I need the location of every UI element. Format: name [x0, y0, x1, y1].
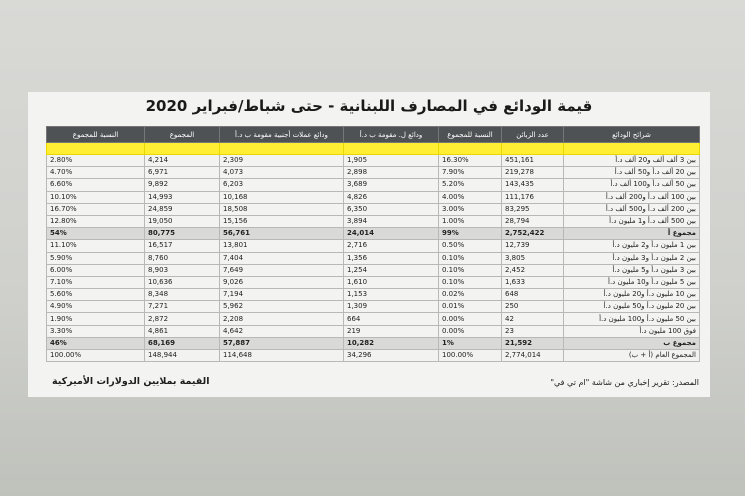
table-cell: 2,752,422: [502, 228, 564, 240]
table-header: [47, 127, 700, 143]
table-cell: 8,760: [145, 252, 220, 264]
table-cell: 1,905: [344, 155, 439, 167]
table-cell: 1,309: [344, 301, 439, 313]
unit-note: القيمة بملايين الدولارات الأميركية: [52, 376, 210, 387]
table-cell: 5.90%: [47, 252, 145, 264]
table-cell: 219,278: [502, 167, 564, 179]
table-cell: 9,892: [145, 179, 220, 191]
table-cell: 143,435: [502, 179, 564, 191]
table-row: [47, 155, 700, 167]
table-cell: [502, 143, 564, 155]
table-cell: 2,898: [344, 167, 439, 179]
table-cell: 4,826: [344, 191, 439, 203]
table-row: [47, 289, 700, 301]
table-cell: [344, 143, 439, 155]
row-label: بين 20 مليون د.أ و50 مليون د.أ: [564, 301, 700, 313]
table-row: [47, 179, 700, 191]
table-cell: 0.02%: [439, 289, 502, 301]
header-cell: النسبة للمجموع: [439, 127, 502, 143]
table-cell: 1%: [439, 337, 502, 349]
page-title: قيمة الودائع في المصارف اللبنانية - حتى شباط/فبراير 2020: [145, 97, 593, 115]
table-cell: 7,404: [220, 252, 344, 264]
table-cell: 3,805: [502, 252, 564, 264]
table-cell: 46%: [47, 337, 145, 349]
table-cell: 7,649: [220, 264, 344, 276]
row-label: مجموع ب: [564, 337, 700, 349]
table-cell: 24,014: [344, 228, 439, 240]
row-label: بين 3 ألف ألف و20 ألف د.أ: [564, 155, 700, 167]
table-row: [47, 325, 700, 337]
table-cell: 9,026: [220, 276, 344, 288]
table-cell: 8,348: [145, 289, 220, 301]
table-cell: 4,642: [220, 325, 344, 337]
table-cell: 6,203: [220, 179, 344, 191]
table-cell: 6,350: [344, 203, 439, 215]
row-label: بين 2 مليون د.أ و3 مليون د.أ: [564, 252, 700, 264]
table-row: [47, 191, 700, 203]
table-cell: 100.00%: [439, 350, 502, 362]
table-cell: 0.00%: [439, 313, 502, 325]
table-cell: [145, 143, 220, 155]
table-cell: 148,944: [145, 350, 220, 362]
row-label: بين 10 مليون د.أ و20 مليون د.أ: [564, 289, 700, 301]
table-cell: 1,356: [344, 252, 439, 264]
table-cell: 2,716: [344, 240, 439, 252]
table-cell: 21,592: [502, 337, 564, 349]
table-cell: 2,208: [220, 313, 344, 325]
table-cell: 2,309: [220, 155, 344, 167]
table-cell: 10,636: [145, 276, 220, 288]
highlight-bar: [47, 143, 700, 155]
table-cell: 451,161: [502, 155, 564, 167]
table-cell: 0.10%: [439, 264, 502, 276]
header-cell: ودائع عملات أجنبية مقومة ب د.أ: [220, 127, 344, 143]
table-row: [47, 276, 700, 288]
row-label: بين 50 ألف د.أ و100 ألف د.أ: [564, 179, 700, 191]
table-cell: 15,156: [220, 215, 344, 227]
table-cell: 8,903: [145, 264, 220, 276]
table-cell: 3.30%: [47, 325, 145, 337]
table-cell: 1,153: [344, 289, 439, 301]
table-cell: 648: [502, 289, 564, 301]
table-cell: 3,689: [344, 179, 439, 191]
header-cell: شرائح الودائع: [564, 127, 700, 143]
table-cell: 14,993: [145, 191, 220, 203]
table-cell: 2,452: [502, 264, 564, 276]
table-cell: 4.90%: [47, 301, 145, 313]
table-row: [47, 252, 700, 264]
table-cell: 0.00%: [439, 325, 502, 337]
header-cell: النسبة للمجموع: [47, 127, 145, 143]
row-label: المجموع العام (أ + ب): [564, 350, 700, 362]
table-cell: 99%: [439, 228, 502, 240]
table-cell: 100.00%: [47, 350, 145, 362]
row-label: بين 100 ألف د.أ و200 ألف د.أ: [564, 191, 700, 203]
table-cell: 3,894: [344, 215, 439, 227]
table-cell: 664: [344, 313, 439, 325]
table-cell: 1,633: [502, 276, 564, 288]
table-cell: 83,295: [502, 203, 564, 215]
row-label: بين 5 مليون د.أ و10 مليون د.أ: [564, 276, 700, 288]
table-cell: 56,761: [220, 228, 344, 240]
table-row: [47, 313, 700, 325]
table-cell: 12.80%: [47, 215, 145, 227]
table-row: [47, 215, 700, 227]
table-cell: 4,214: [145, 155, 220, 167]
deposits-table: [46, 126, 700, 362]
table-cell: 1.90%: [47, 313, 145, 325]
table-cell: 3.00%: [439, 203, 502, 215]
table-cell: 4.00%: [439, 191, 502, 203]
table-cell: 7,271: [145, 301, 220, 313]
subtotal-row: [47, 337, 700, 349]
table-cell: 57,887: [220, 337, 344, 349]
table-cell: [439, 143, 502, 155]
table-row: [47, 167, 700, 179]
table-cell: 7,194: [220, 289, 344, 301]
table-cell: 10,168: [220, 191, 344, 203]
table-row: [47, 301, 700, 313]
subtotal-row: [47, 228, 700, 240]
row-label: بين 1 مليون د.أ و2 مليون د.أ: [564, 240, 700, 252]
table-cell: [47, 143, 145, 155]
table-row: [47, 240, 700, 252]
header-cell: ودائع ل. مقومة ب د.أ: [344, 127, 439, 143]
table-cell: 2,872: [145, 313, 220, 325]
table-cell: 111,176: [502, 191, 564, 203]
table-cell: [220, 143, 344, 155]
table-cell: 16,517: [145, 240, 220, 252]
table-cell: 2.80%: [47, 155, 145, 167]
table-cell: 5.60%: [47, 289, 145, 301]
table-row: [47, 203, 700, 215]
table-cell: 1.00%: [439, 215, 502, 227]
table-cell: 11.10%: [47, 240, 145, 252]
table-cell: 250: [502, 301, 564, 313]
grand-total-row: [47, 350, 700, 362]
table-cell: 18,508: [220, 203, 344, 215]
table-cell: 34,296: [344, 350, 439, 362]
table-cell: 6,971: [145, 167, 220, 179]
table-cell: 10,282: [344, 337, 439, 349]
table-cell: 23: [502, 325, 564, 337]
table-cell: 4,073: [220, 167, 344, 179]
header-cell: عدد الزبائن: [502, 127, 564, 143]
source-note: المصدر: تقرير إخباري من شاشة "ام تي في": [550, 378, 699, 387]
table-cell: 13,801: [220, 240, 344, 252]
table-cell: 0.50%: [439, 240, 502, 252]
table-cell: 5,962: [220, 301, 344, 313]
table-cell: 12,739: [502, 240, 564, 252]
table-cell: 19,050: [145, 215, 220, 227]
table-cell: 68,169: [145, 337, 220, 349]
table-cell: 28,794: [502, 215, 564, 227]
table-cell: 16.30%: [439, 155, 502, 167]
table-cell: 54%: [47, 228, 145, 240]
table-cell: 219: [344, 325, 439, 337]
row-label: بين 500 ألف د.أ و1 مليون د.أ: [564, 215, 700, 227]
table-cell: 5.20%: [439, 179, 502, 191]
table-cell: 6.60%: [47, 179, 145, 191]
table-cell: 1,254: [344, 264, 439, 276]
table-cell: 80,775: [145, 228, 220, 240]
row-label: بين 50 مليون د.أ و100 مليون د.أ: [564, 313, 700, 325]
table-cell: 0.01%: [439, 301, 502, 313]
table-cell: 2,774,014: [502, 350, 564, 362]
table-cell: 0.10%: [439, 276, 502, 288]
table-row: [47, 264, 700, 276]
row-label: بين 20 ألف د.أ و50 ألف د.أ: [564, 167, 700, 179]
table-cell: 4,861: [145, 325, 220, 337]
table-cell: 6.00%: [47, 264, 145, 276]
table-cell: 1,610: [344, 276, 439, 288]
row-label: مجموع أ: [564, 228, 700, 240]
header-cell: المجموع: [145, 127, 220, 143]
row-label: بين 3 مليون د.أ و5 مليون د.أ: [564, 264, 700, 276]
table-cell: 42: [502, 313, 564, 325]
table-cell: 16.70%: [47, 203, 145, 215]
row-label: [564, 143, 700, 155]
table-cell: 24,859: [145, 203, 220, 215]
row-label: فوق 100 مليون د.أ: [564, 325, 700, 337]
table-cell: 0.10%: [439, 252, 502, 264]
table-cell: 7.90%: [439, 167, 502, 179]
table-cell: 4.70%: [47, 167, 145, 179]
table-cell: 114,648: [220, 350, 344, 362]
table-cell: 10.10%: [47, 191, 145, 203]
table-cell: 7.10%: [47, 276, 145, 288]
row-label: بين 200 ألف د.أ و500 ألف د.أ: [564, 203, 700, 215]
